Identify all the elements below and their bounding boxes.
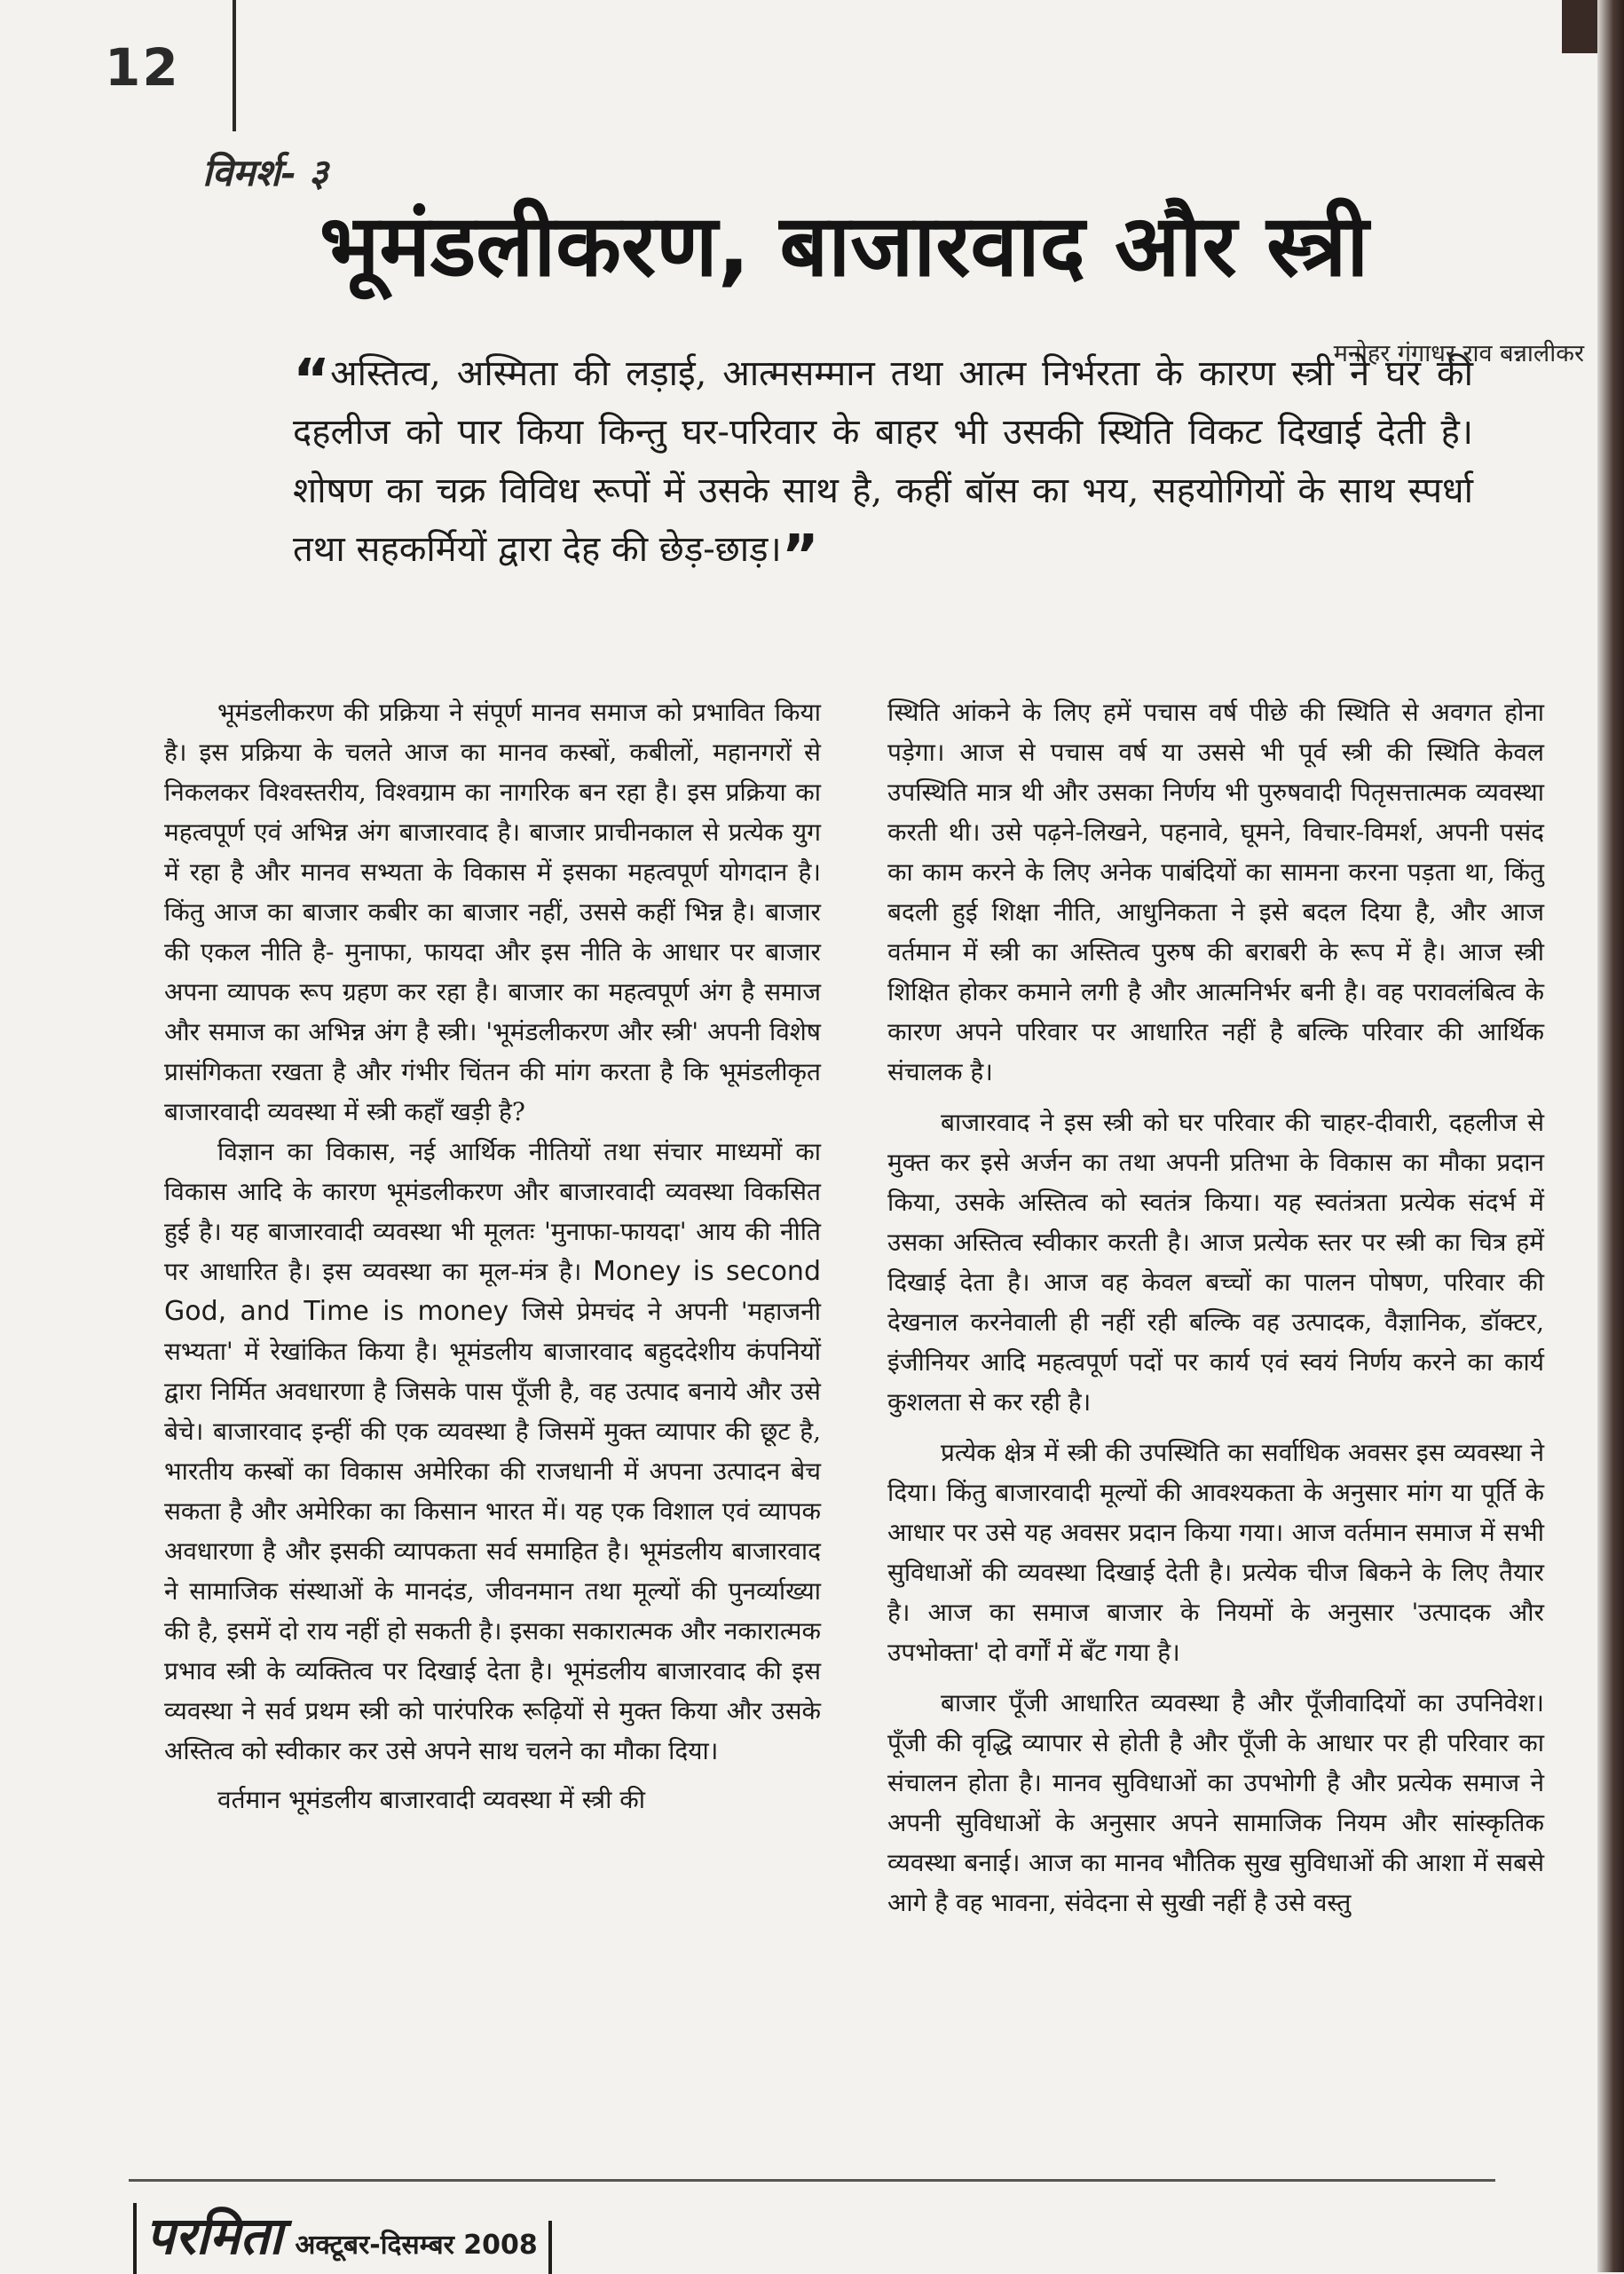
pull-quote-text: अस्तित्व, अस्मिता की लड़ाई, आत्मसम्मान तथा आत्म निर्भरता के कारण स्त्री ने घर की दहलीज को पार किया किन्तु घर-परिवार के बाहर भी उसकी स्थिति विकट दिखाई देती है। शोषण का चक्र विविध रूपों में उसके साथ है, कहीं बॉस का भय, सहयोगियों के साथ स्पर्धा तथा सहकर्मियों द्वारा देह की छेड़-छाड़। [293,353,1473,570]
left-paragraph-2 [164,1132,821,1771]
header-vertical-rule [233,0,236,131]
left-paragraph-3: वर्तमान भूमंडलीय बाजारवादी व्यवस्था में स्त्री की [217,1785,645,1814]
english-quote: Money is second God, and Time is money [164,1256,821,1327]
left-paragraph-1: भूमंडलीकरण की प्रक्रिया ने संपूर्ण मानव समाज को प्रभावित किया है। इस प्रक्रिया के चलते आज का मानव कस्बों, कबीलों, महानगरों से निकलकर विश्वस्तरीय, विश्वग्राम का नागरिक बन रहा है। इस प्रक्रिया का महत्वपूर्ण एवं अभिन्न अंग बाजारवाद है। बाजार प्राचीनकाल से प्रत्येक युग में रहा है और मानव सभ्यता के विकास में इसका महत्वपूर्ण योगदान है। किंतु आज का बाजार कबीर का बाजार नहीं, उससे कहीं भिन्न है। बाजार की एकल नीति है- मुनाफा, फायदा और इस नीति के आधार पर बाजार अपना व्यापक रूप ग्रहण कर रहा है। बाजार का महत्वपूर्ण अंग है समाज और समाज का अभिन्न अंग है स्त्री। 'भूमंडलीकरण और स्त्री' अपनी विशेष प्रासंगिकता रखता है और गंभीर चिंतन की मांग करता है कि भूमंडलीकृत बाजारवादी व्यवस्था में स्त्री कहाँ खड़ी है? [164,698,821,1126]
page-number: 12 [105,37,180,98]
page-edge-shadow [1597,0,1624,2272]
author-byline: मनोहर गंगाधर राव बन्नालीकर [1333,340,1584,367]
right-column [887,692,1544,1923]
right-paragraph-4: बाजार पूँजी आधारित व्यवस्था है और पूँजीवादियों का उपनिवेश। पूँजी की वृद्धि व्यापार से होती है और पूँजी के आधार पर ही परिवार का संचालन होता है। मानव सुविधाओं का उपभोगी है और प्रत्येक समाज ने अपनी सुविधाओं के अनुसार अपने सामाजिक नियम और सांस्कृतिक व्यवस्था बनाई। आज का मानव भौतिक सुख सुविधाओं की आशा में सबसे आगे है वह भावना, संवेदना से सुखी नहीं है उसे वस्तु [887,1688,1544,1917]
magazine-name: परमिता [146,2206,283,2266]
left-column [164,692,821,1820]
left-paragraph-2-text-b: जिसे प्रेमचंद ने अपनी 'महाजनी सभ्यता' में रेखांकित किया है। भूमंडलीय बाजारवाद बहुददेशीय कंपनियों द्वारा निर्मित अवधारणा है जिसके पास पूँजी है, वह उत्पाद बनाये और उसे बेचे। बाजारवाद इन्हीं की एक व्यवस्था है जिसमें मुक्त व्यापार की छूट है, भारतीय कस्बों का विकास अमेरिका की राजधानी में अपना उत्पादन बेच सकता है और अमेरिका का किसान भारत में। यह एक विशाल एवं व्यापक अवधारणा है और इसकी व्यापकता सर्व समाहित है। भूमंडलीय बाजारवाद ने सामाजिक संस्थाओं के मानदंड, जीवनमान तथा मूल्यों की पुनर्व्याख्या की है, इसमें दो राय नहीं हो सकती है। इसका सकारात्मक और नकारात्मक प्रभाव स्त्री के व्यक्तित्व पर दिखाई देता है। भूमंडलीय बाजारवाद की इस व्यवस्था ने सर्व प्रथम स्त्री को पारंपरिक रूढ़ियों से मुक्त किया और उसके अस्तित्व को स्वीकार कर उसे अपने साथ चलने का मौका दिया। [164,1297,822,1765]
right-paragraph-2: बाजारवाद ने इस स्त्री को घर परिवार की चाहर-दीवारी, दहलीज से मुक्त कर इसे अर्जन का तथा अपनी प्रतिभा के विकास का मौका प्रदान किया, उसके अस्तित्व को स्वतंत्र किया। यह स्वतंत्रता प्रत्येक संदर्भ में उसका अस्तित्व स्वीकार करती है। आज प्रत्येक स्तर पर स्त्री का चित्र हमें दिखाई देता है। आज वह केवल बच्चों का पालन पोषण, परिवार की देखनाल करनेवाली ही नहीं रही बल्कि वह उत्पादक, वैज्ञानिक, डॉक्टर, इंजीनियर आदि महत्वपूर्ण पदों पर कार्य एवं स्वयं निर्णय करने का कार्य कुशलता से कर रही है। [887,1108,1544,1417]
footer-rule [129,2179,1495,2182]
page-footer [133,2185,552,2274]
left-paragraph-2-text-a: विज्ञान का विकास, नई आर्थिक नीतियों तथा संचार माध्यमों का विकास आदि के कारण भूमंडलीकरण और बाजारवादी व्यवस्था विकसित हुई है। यह बाजारवादी व्यवस्था भी मूलतः 'मुनाफा-फायदा' आय की नीति पर आधारित है। इस व्यवस्था का मूल-मंत्र है। [164,1137,821,1286]
right-paragraph-3: प्रत्येक क्षेत्र में स्त्री की उपस्थिति का सर्वाधिक अवसर इस व्यवस्था ने दिया। किंतु बाजारवादी मूल्यों की आवश्यकता के अनुसार मांग या पूर्ति के आधार पर उसे यह अवसर प्रदान किया गया। आज वर्तमान समाज में सभी सुविधाओं की व्यवस्था दिखाई देती है। प्रत्येक चीज बिकने के लिए तैयार है। आज का समाज बाजार के नियमों के अनुसार 'उत्पादक और उपभोक्ता' दो वर्गों में बँट गया है। [887,1438,1544,1667]
footer-bar-right [548,2221,552,2274]
right-paragraph-1: स्थिति आंकने के लिए हमें पचास वर्ष पीछे की स्थिति से अवगत होना पड़ेगा। आज से पचास वर्ष या उससे भी पूर्व स्त्री की स्थिति केवल उपस्थिति मात्र थी और उसका निर्णय भी पुरुषवादी पितृसत्तात्मक व्यवस्था करती थी। उसे पढ़ने-लिखने, पहनावे, घूमने, विचार-विमर्श, अपनी पसंद का काम करने के लिए अनेक पाबंदियों का सामना करना पड़ता था, किंतु बदली हुई शिक्षा नीति, आधुनिकता ने इसे बदल दिया है, और आज वर्तमान में स्त्री का अस्तित्व पुरुष की बराबरी के रूप में है। आज स्त्री शिक्षित होकर कमाने लगी है और आत्मनिर्भर बनी है। वह परावलंबित्व के कारण अपने परिवार पर आधारित नहीं है बल्कि परिवार की आर्थिक संचालक है। [887,698,1544,1086]
pull-quote [293,344,1473,589]
open-quote-mark: “ [293,348,331,414]
binding-mark [1562,0,1597,53]
section-label: विमर्श- ३ [202,151,328,194]
issue-date: अक्टूबर-दिसम्बर 2008 [295,2230,538,2261]
article-headline: भूमंडलीकरण, बाजारवाद और स्त्री [319,196,1369,296]
close-quote-mark: ” [781,524,819,589]
